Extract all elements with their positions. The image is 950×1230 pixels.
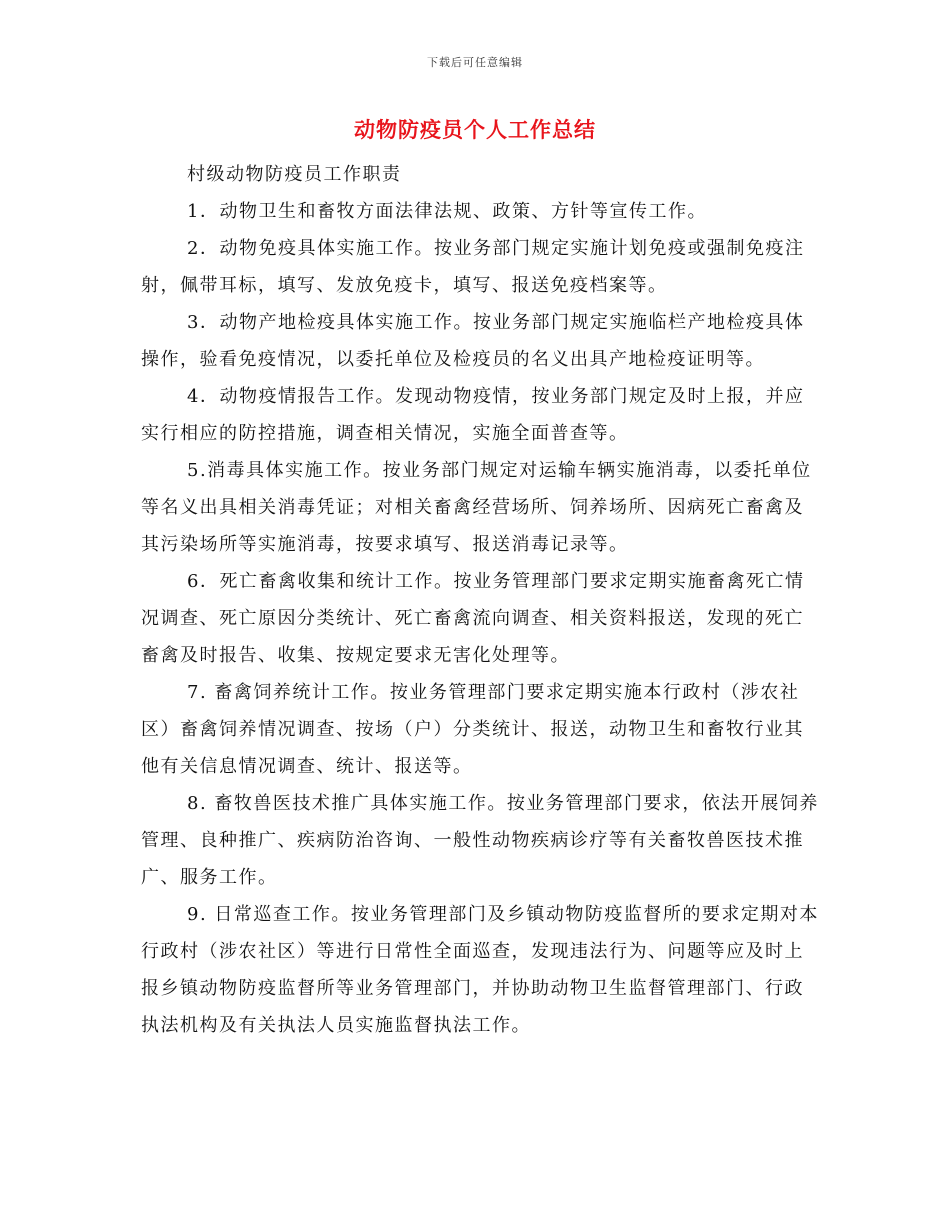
- paragraph-8: 8. 畜牧兽医技术推广具体实施工作。按业务管理部门要求，依法开展饲养管理、良种推广、疾病防治咨询、一般性动物疾病诊疗等有关畜牧兽医技术推广、服务工作。: [141, 793, 819, 888]
- header-note: 下载后可任意编辑: [427, 56, 523, 69]
- section-heading: 村级动物防疫员工作职责: [187, 164, 402, 185]
- document-title: 动物防疫员个人工作总结: [354, 117, 596, 142]
- document-body: [141, 156, 821, 1044]
- paragraph-4: 4．动物疫情报告工作。发现动物疫情，按业务部门规定及时上报，并应实行相应的防控措施，调查相关情况，实施全面普查等。: [141, 386, 805, 444]
- paragraph-1: 1．动物卫生和畜牧方面法律法规、政策、方针等宣传工作。: [187, 201, 707, 222]
- paragraph-7: 7. 畜禽饲养统计工作。按业务管理部门要求定期实施本行政村（涉农社区）畜禽饲养情况调查、按场（户）分类统计、报送，动物卫生和畜牧行业其他有关信息情况调查、统计、报送等。: [141, 682, 804, 777]
- paragraph-2: 2．动物免疫具体实施工作。按业务部门规定实施计划免疫或强制免疫注射，佩带耳标，填写、发放免疫卡，填写、报送免疫档案等。: [141, 238, 805, 296]
- paragraph-9: 9. 日常巡查工作。按业务管理部门及乡镇动物防疫监督所的要求定期对本行政村（涉农社区）等进行日常性全面巡查，发现违法行为、问题等应及时上报乡镇动物防疫监督所等业务管理部门，并协助动物卫生监督管理部门、行政执法机构及有关执法人员实施监督执法工作。: [141, 904, 819, 1036]
- paragraph-5: 5.消毒具体实施工作。按业务部门规定对运输车辆实施消毒，以委托单位等名义出具相关消毒凭证；对相关畜禽经营场所、饲养场所、因病死亡畜禽及其污染场所等实施消毒，按要求填写、报送消毒记录等。: [141, 460, 812, 555]
- paragraph-6: 6．死亡畜禽收集和统计工作。按业务管理部门要求定期实施畜禽死亡情况调查、死亡原因分类统计、死亡畜禽流向调查、相关资料报送，发现的死亡畜禽及时报告、收集、按规定要求无害化处理等。: [141, 571, 805, 666]
- paragraph-3: 3．动物产地检疫具体实施工作。按业务部门规定实施临栏产地检疫具体操作，验看免疫情况，以委托单位及检疫员的名义出具产地检疫证明等。: [141, 312, 805, 370]
